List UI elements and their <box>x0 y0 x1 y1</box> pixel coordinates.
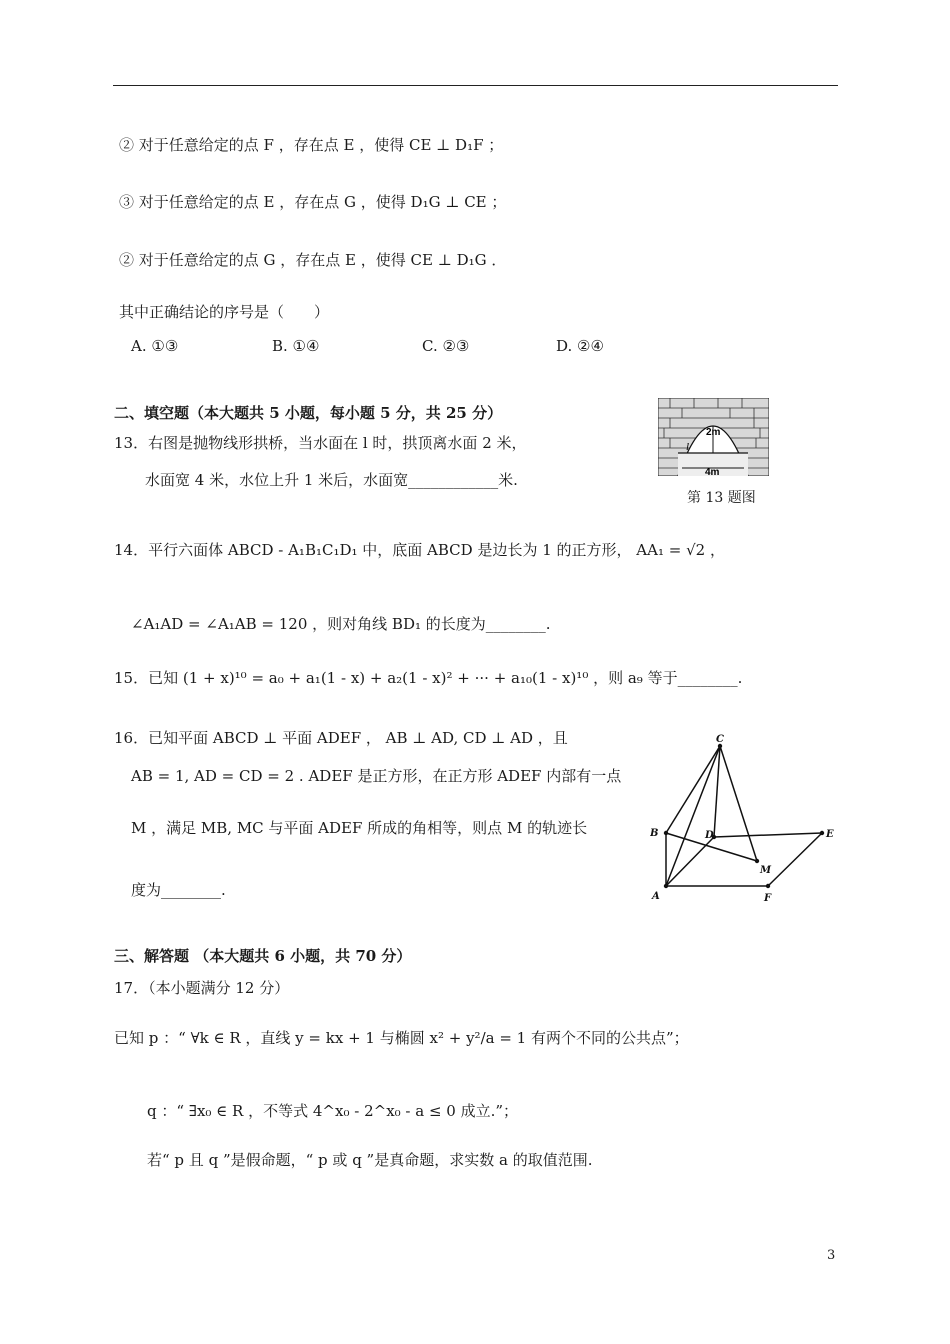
item-3: ③ 对于任意给定的点 E ，存在点 G ，使得 D₁G ⊥ CE ； <box>119 193 507 211</box>
q16-line3: M ，满足 MB, MC 与平面 ADEF 所成的角相等，则点 M 的轨迹长 <box>131 819 588 837</box>
q13-line2: 水面宽 4 米，水位上升 1 米后，水面宽____________米. <box>145 471 518 489</box>
question-prompt: 其中正确结论的序号是（ ） <box>119 303 330 321</box>
q16-line1: 16．已知平面 ABCD ⊥ 平面 ADEF ， AB ⊥ AD, CD ⊥ AD ，且 <box>114 729 568 747</box>
q13-line1: 13．右图是抛物线形拱桥，当水面在 l 时，拱顶离水面 2 米， <box>114 434 527 452</box>
fig13-caption: 第 13 题图 <box>687 490 756 506</box>
option-d: D. ②④ <box>556 337 604 355</box>
vertex-e: E <box>826 829 834 840</box>
q15: 15．已知 (1 + x)¹⁰ = a₀ + a₁(1 - x) + a₂(1 - x)² + ··· + a₁₀(1 - x)¹⁰ ，则 a₉ 等于________. <box>114 669 743 687</box>
q17-q: q ：“ ∃x₀ ∈ R ，不等式 4^x₀ - 2^x₀ - a ≤ 0 成立.”； <box>147 1102 519 1120</box>
q17-head: 17．（本小题满分 12 分） <box>114 979 290 997</box>
section3-title: 三、解答题 （本大题共 6 小题，共 70 分） <box>114 947 412 965</box>
solid-geometry-figure <box>650 733 838 905</box>
top-rule <box>113 85 838 86</box>
vertex-f: F <box>764 893 772 904</box>
section2-title: 二、填空题（本大题共 5 小题，每小题 5 分，共 25 分） <box>114 404 503 422</box>
item-2: ② 对于任意给定的点 F ，存在点 E ，使得 CE ⊥ D₁F ； <box>119 136 504 154</box>
q16-line4: 度为________. <box>131 881 226 899</box>
vertex-m: M <box>760 865 772 876</box>
q17-p: 已知 p ：“ ∀k ∈ R ，直线 y = kx + 1 与椭圆 x² + y²/a = 1 有两个不同的公共点”； <box>114 1029 689 1047</box>
q17-task: 若“ p 且 q ”是假命题，“ p 或 q ”是真命题，求实数 a 的取值范围. <box>147 1151 593 1169</box>
bridge-figure <box>658 398 769 476</box>
label-2m: 2m <box>706 427 721 438</box>
q14-line1: 14．平行六面体 ABCD - A₁B₁C₁D₁ 中，底面 ABCD 是边长为 1 的正方形， AA₁ = √2 ， <box>114 541 725 559</box>
vertex-d: D <box>705 830 714 841</box>
vertex-b: B <box>650 828 659 839</box>
item-4: ② 对于任意给定的点 G ，存在点 E ，使得 CE ⊥ D₁G ． <box>119 251 507 269</box>
label-l: l <box>686 441 690 453</box>
vertex-c: C <box>716 734 724 745</box>
page-number: 3 <box>827 1248 836 1263</box>
option-c: C. ②③ <box>422 337 470 355</box>
q14-line2: ∠A₁AD = ∠A₁AB = 120 ，则对角线 BD₁ 的长度为________. <box>131 615 551 633</box>
vertex-a: A <box>652 891 660 902</box>
option-a: A. ①③ <box>131 337 179 355</box>
label-4m: 4m <box>705 467 720 476</box>
option-b: B. ①④ <box>272 337 320 355</box>
q16-line2: AB = 1, AD = CD = 2 . ADEF 是正方形，在正方形 ADEF 内部有一点 <box>131 767 622 785</box>
